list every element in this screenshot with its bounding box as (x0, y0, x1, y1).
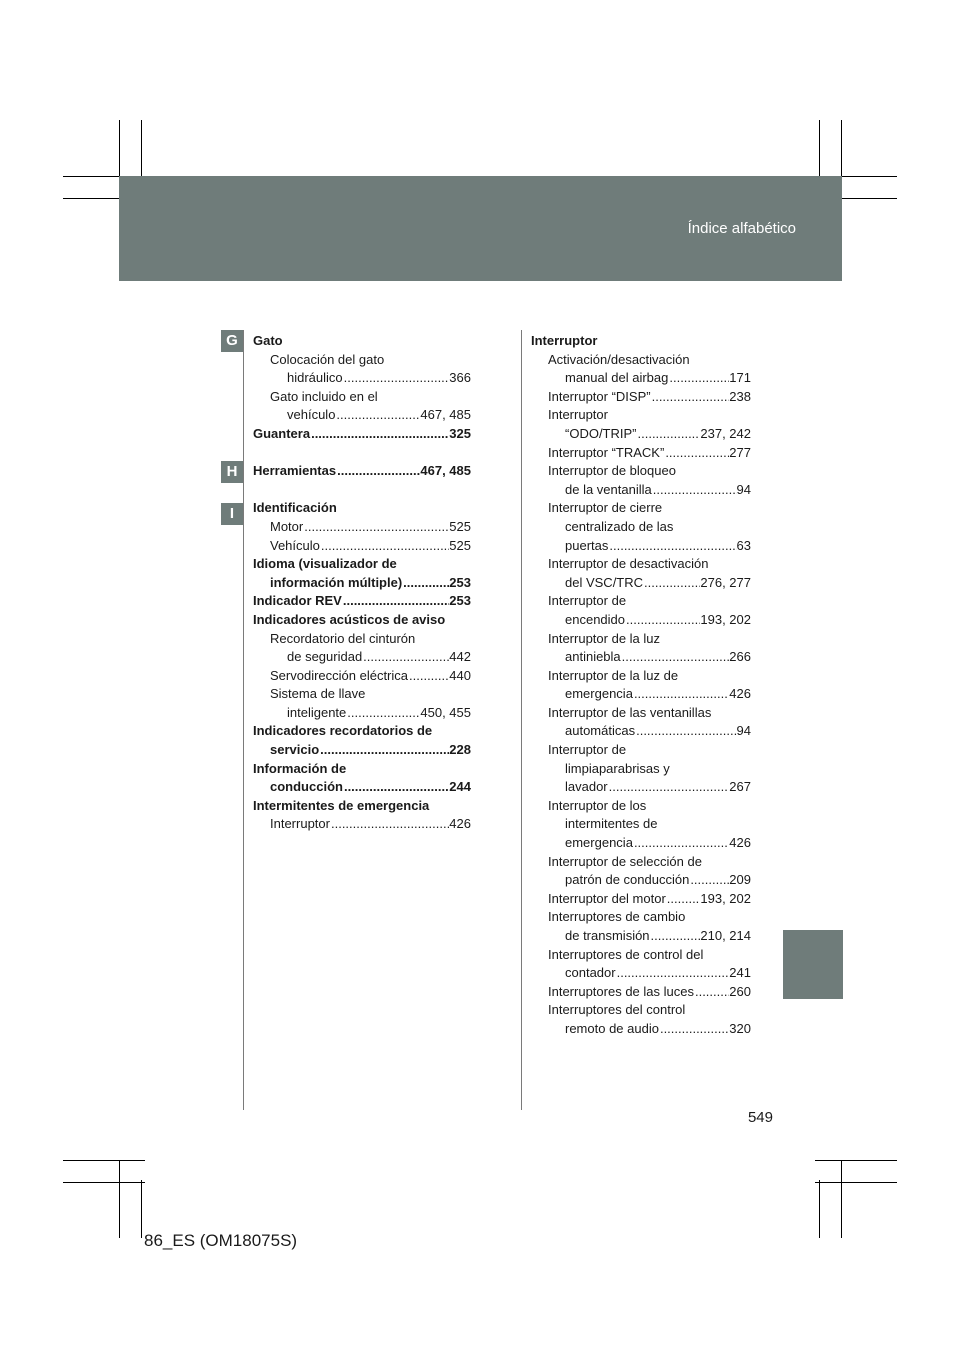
page-reference: 426 (449, 816, 471, 832)
dot-leader (666, 890, 701, 909)
entry-line (548, 778, 751, 797)
entry-line (548, 927, 751, 946)
page-reference: 228 (449, 742, 471, 758)
page-reference: 277 (729, 444, 751, 460)
entry-line (270, 704, 471, 723)
entry-term: lavador (565, 779, 608, 795)
entry-spacer (253, 444, 471, 463)
entry-term: Herramientas (253, 463, 337, 479)
page-reference: 253 (449, 574, 471, 590)
index-subentry (253, 630, 471, 667)
entry-term: Motor (270, 518, 304, 534)
dot-leader (346, 704, 420, 723)
index-subentry (531, 741, 751, 797)
entry-line (270, 667, 471, 686)
entry-term: Interruptores del control (548, 1002, 686, 1018)
page-number: 549 (747, 1109, 773, 1126)
entry-line (270, 518, 471, 537)
index-subentry (531, 1001, 751, 1038)
page-reference: 450, 455 (420, 704, 471, 720)
crop-mark (63, 1160, 145, 1161)
page-reference: 238 (729, 388, 751, 404)
index-subentry (253, 388, 471, 425)
page-reference: 525 (449, 518, 471, 534)
entry-term: Interruptor de la luz (548, 630, 661, 646)
letter-tab-h: H (221, 461, 243, 483)
page-reference: 237, 242 (700, 425, 751, 441)
entry-term: antiniebla (565, 649, 621, 665)
page-reference: 320 (729, 1020, 751, 1036)
entry-line (548, 369, 751, 388)
entry-term: del VSC/TRC (565, 574, 644, 590)
dot-leader (342, 592, 449, 611)
entry-term: inteligente (287, 704, 347, 720)
index-entry (253, 760, 471, 797)
entry-term: remoto de audio (565, 1020, 659, 1036)
dot-leader (651, 388, 730, 407)
entry-term: Información de (253, 760, 347, 776)
index-subentry (253, 537, 471, 556)
page-reference: 63 (736, 537, 751, 553)
entry-term: de la ventanilla (565, 481, 652, 497)
entry-term: Interruptor del motor (548, 890, 666, 906)
page-reference: 94 (736, 723, 751, 739)
entry-term: Gato incluido en el (270, 388, 378, 404)
entry-term: Vehículo (270, 537, 320, 553)
page-reference: 525 (449, 537, 471, 553)
dot-leader (650, 927, 701, 946)
dot-leader (330, 815, 449, 834)
entry-line (548, 983, 751, 1002)
entry-line (270, 406, 471, 425)
index-subentry (531, 555, 751, 592)
entry-line (548, 1020, 751, 1039)
header-band (119, 176, 842, 281)
page-reference: 426 (729, 686, 751, 702)
entry-term: Gato (253, 333, 283, 348)
page-reference: 171 (729, 370, 751, 386)
crop-mark (141, 1180, 142, 1238)
dot-leader (608, 537, 736, 556)
entry-term: emergencia (565, 835, 633, 851)
entry-line (270, 369, 471, 388)
page-reference: 325 (449, 425, 471, 441)
entry-term: puertas (565, 537, 609, 553)
entry-term: Interruptor de (548, 742, 627, 758)
entry-term: Interruptores de control del (548, 946, 704, 962)
index-subentry (531, 444, 751, 463)
dot-leader (303, 518, 449, 537)
left-column-rule (243, 330, 244, 1110)
index-subentry (253, 685, 471, 722)
page-reference: 440 (449, 667, 471, 683)
index-subentry (253, 351, 471, 388)
entry-term: Interruptor (270, 816, 330, 832)
index-entry (253, 797, 471, 816)
entry-term: Interruptor de la luz de (548, 667, 679, 683)
entry-term: Interruptor “TRACK” (548, 444, 665, 460)
page-reference: 366 (449, 370, 471, 386)
index-subentry (531, 630, 751, 667)
entry-term: contador (565, 965, 616, 981)
entry-term: automáticas (565, 723, 636, 739)
entry-term: Interruptor de (548, 593, 627, 609)
index-subentry (531, 797, 751, 853)
entry-term: Idioma (visualizador de (253, 556, 397, 572)
entry-line (548, 425, 751, 444)
entry-term: Interruptor (548, 407, 608, 423)
page-reference: 253 (449, 593, 471, 609)
index-entry (253, 462, 471, 481)
entry-term: centralizado de las (565, 518, 674, 534)
entry-term: Indicadores acústicos de aviso (253, 611, 446, 627)
index-column-right (531, 332, 751, 1039)
dot-leader (310, 425, 449, 444)
entry-line (548, 964, 751, 983)
page-reference: 467, 485 (420, 407, 471, 423)
entry-line (548, 685, 751, 704)
entry-term: Sistema de llave (270, 686, 366, 702)
dot-leader (362, 648, 449, 667)
dot-leader (643, 574, 700, 593)
dot-leader (402, 574, 449, 593)
index-subentry (531, 388, 751, 407)
entry-term: de seguridad (287, 649, 363, 665)
entry-term: Recordatorio del cinturón (270, 630, 416, 646)
entry-line (548, 722, 751, 741)
index-entry (253, 722, 471, 759)
crop-mark (63, 1182, 145, 1183)
entry-term: servicio (270, 742, 320, 758)
crop-mark (841, 1160, 842, 1238)
index-subentry (531, 499, 751, 555)
dot-leader (343, 778, 449, 797)
index-subentry (253, 815, 471, 834)
entry-line (548, 481, 751, 500)
section-title: Índice alfabético (687, 220, 796, 237)
entry-term: Interruptor de bloqueo (548, 463, 676, 479)
entry-term: Interruptores de las luces (548, 983, 694, 999)
dot-leader (608, 778, 730, 797)
dot-leader (625, 611, 700, 630)
index-subentry (531, 592, 751, 629)
entry-term: limpiaparabrisas y (565, 760, 670, 776)
index-entry (253, 555, 471, 592)
entry-line (548, 388, 751, 407)
entry-line (548, 444, 751, 463)
index-entry (253, 425, 471, 444)
index-entry (253, 592, 471, 611)
entry-term: intermitentes de (565, 816, 658, 832)
dot-leader (621, 648, 730, 667)
entry-term: Interruptor (531, 333, 598, 348)
section-thumb-tab (783, 930, 843, 999)
crop-mark (815, 1182, 897, 1183)
page-reference: 209 (729, 872, 751, 888)
index-subentry (253, 518, 471, 537)
dot-leader (689, 871, 729, 890)
entry-term: Guantera (253, 425, 311, 441)
page-reference: 442 (449, 649, 471, 665)
entry-term: información múltiple) (270, 574, 403, 590)
entry-term: patrón de conducción (565, 872, 690, 888)
entry-line (253, 425, 471, 444)
entry-term: emergencia (565, 686, 633, 702)
entry-line (548, 574, 751, 593)
entry-line (270, 648, 471, 667)
index-subentry (531, 462, 751, 499)
dot-leader (635, 722, 736, 741)
entry-term: “ODO/TRIP” (565, 425, 637, 441)
page-reference: 193, 202 (700, 611, 751, 627)
entry-line (253, 462, 471, 481)
dot-leader (319, 741, 449, 760)
dot-leader (616, 964, 730, 983)
entry-line (548, 537, 751, 556)
entry-line (270, 815, 471, 834)
entry-term: Interruptor de los (548, 797, 647, 813)
letter-tab-i: I (221, 503, 243, 525)
dot-leader (335, 406, 420, 425)
entry-term: Intermitentes de emergencia (253, 797, 430, 813)
index-entry (253, 332, 471, 351)
entry-line (270, 537, 471, 556)
entry-term: Activación/desactivación (548, 351, 690, 367)
dot-leader (637, 425, 701, 444)
entry-term: conducción (270, 779, 343, 795)
entry-term: manual del airbag (565, 370, 669, 386)
entry-term: Colocación del gato (270, 351, 385, 367)
index-subentry (531, 351, 751, 388)
index-subentry (531, 667, 751, 704)
index-entry (531, 332, 751, 351)
entry-line (548, 611, 751, 630)
index-subentry (531, 406, 751, 443)
index-subentry (531, 946, 751, 983)
index-subentry (531, 853, 751, 890)
entry-term: Interruptor de desactivación (548, 556, 709, 572)
entry-line (253, 741, 471, 760)
page-reference: 193, 202 (700, 890, 751, 906)
dot-leader (668, 369, 729, 388)
page-reference: 241 (729, 965, 751, 981)
entry-term: Indicadores recordatorios de (253, 723, 433, 739)
index-column-left (253, 332, 471, 834)
entry-term: de transmisión (565, 928, 650, 943)
dot-leader (633, 685, 729, 704)
middle-column-rule (521, 330, 522, 1110)
page-reference: 267 (729, 779, 751, 795)
entry-line (548, 890, 751, 909)
dot-leader (652, 481, 737, 500)
entry-line (253, 778, 471, 797)
letter-tab-g: G (221, 330, 243, 352)
entry-term: Interruptores de cambio (548, 909, 686, 925)
index-subentry (253, 667, 471, 686)
page-reference: 426 (729, 835, 751, 851)
index-subentry (531, 704, 751, 741)
dot-leader (320, 537, 449, 556)
crop-mark (819, 1180, 820, 1238)
entry-term: Interruptor de las ventanillas (548, 704, 712, 720)
entry-line (253, 592, 471, 611)
entry-term: Interruptor de cierre (548, 500, 663, 516)
dot-leader (659, 1020, 729, 1039)
index-subentry (531, 890, 751, 909)
entry-term: encendido (565, 611, 625, 627)
entry-line (253, 574, 471, 593)
entry-line (548, 871, 751, 890)
page-reference: 467, 485 (420, 463, 471, 479)
dot-leader (633, 834, 729, 853)
dot-leader (343, 369, 450, 388)
dot-leader (694, 983, 729, 1002)
page-reference: 210, 214 (700, 928, 751, 943)
entry-term: Identificación (253, 500, 337, 516)
entry-term: Interruptor de selección de (548, 853, 702, 869)
dot-leader (408, 667, 449, 686)
crop-mark (815, 1160, 897, 1161)
entry-term: hidráulico (287, 370, 343, 386)
page-reference: 266 (729, 649, 751, 665)
page-reference: 260 (729, 983, 751, 999)
entry-term: Servodirección eléctrica (270, 667, 409, 683)
crop-mark (119, 1160, 120, 1238)
entry-line (548, 648, 751, 667)
dot-leader (336, 462, 420, 481)
entry-term: Interruptor “DISP” (548, 388, 651, 404)
entry-spacer (253, 481, 471, 500)
index-subentry (531, 983, 751, 1002)
index-subentry (531, 908, 751, 945)
entry-term: Indicador REV (253, 593, 342, 609)
index-entry (253, 499, 471, 518)
entry-line (548, 834, 751, 853)
footer-code: 86_ES (OM18075S) (144, 1231, 298, 1250)
page-reference: 244 (449, 779, 471, 795)
page-reference: 94 (736, 481, 751, 497)
dot-leader (664, 444, 729, 463)
index-entry (253, 611, 471, 630)
page-reference: 276, 277 (700, 574, 751, 590)
entry-term: vehículo (287, 407, 336, 423)
